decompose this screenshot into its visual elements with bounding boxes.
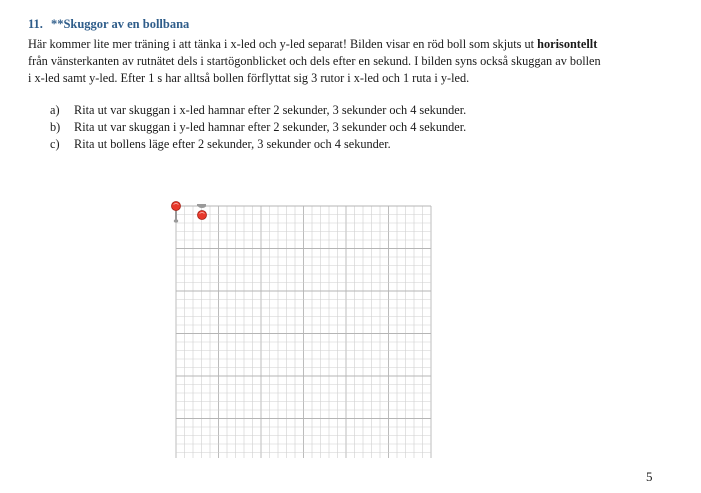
- task-text: Rita ut bollens läge efter 2 sekunder, 3 sekunder och 4 sekunder.: [74, 137, 391, 151]
- intro-bold-word: horisontellt: [537, 37, 598, 51]
- task-item-a: [50, 102, 466, 119]
- ball-trajectory-figure: [168, 196, 436, 458]
- exercise-heading: [28, 17, 189, 32]
- ball-start: [172, 202, 181, 211]
- intro-line-2: från vänsterkanten av rutnätet dels i startögonblicket och dels efter en sekund. I bilden syns också skuggan av bollen: [28, 54, 601, 68]
- exercise-number: 11.: [28, 17, 43, 31]
- grid-lines: [176, 206, 431, 458]
- task-text: Rita ut var skuggan i x-led hamnar efter 2 sekunder, 3 sekunder och 4 sekunder.: [74, 103, 467, 117]
- x-shadow-marker: [197, 204, 206, 208]
- intro-line-3: i x-led samt y-led. Efter 1 s har alltså bollen förflyttat sig 3 rutor i x-led och 1 ruta i y-led.: [28, 71, 470, 85]
- grid-figure: [168, 196, 436, 458]
- task-item-c: [50, 136, 466, 153]
- task-text: Rita ut var skuggan i y-led hamnar efter 2 sekunder, 3 sekunder och 4 sekunder.: [74, 120, 467, 134]
- intro-line-1-text: Här kommer lite mer träning i att tänka i x-led och y-led separat! Bilden visar en röd boll som skjuts ut: [28, 37, 538, 51]
- intro-paragraph: [28, 36, 658, 87]
- ball-after-1s: [198, 211, 207, 220]
- task-letter: b): [50, 120, 61, 134]
- task-item-b: [50, 119, 466, 136]
- task-list: [50, 102, 466, 153]
- intro-line-1: [28, 36, 658, 53]
- page-number: 5: [646, 469, 653, 484]
- exercise-title: **Skuggor av en bollbana: [50, 17, 190, 31]
- task-letter: a): [50, 103, 60, 117]
- task-letter: c): [50, 137, 60, 151]
